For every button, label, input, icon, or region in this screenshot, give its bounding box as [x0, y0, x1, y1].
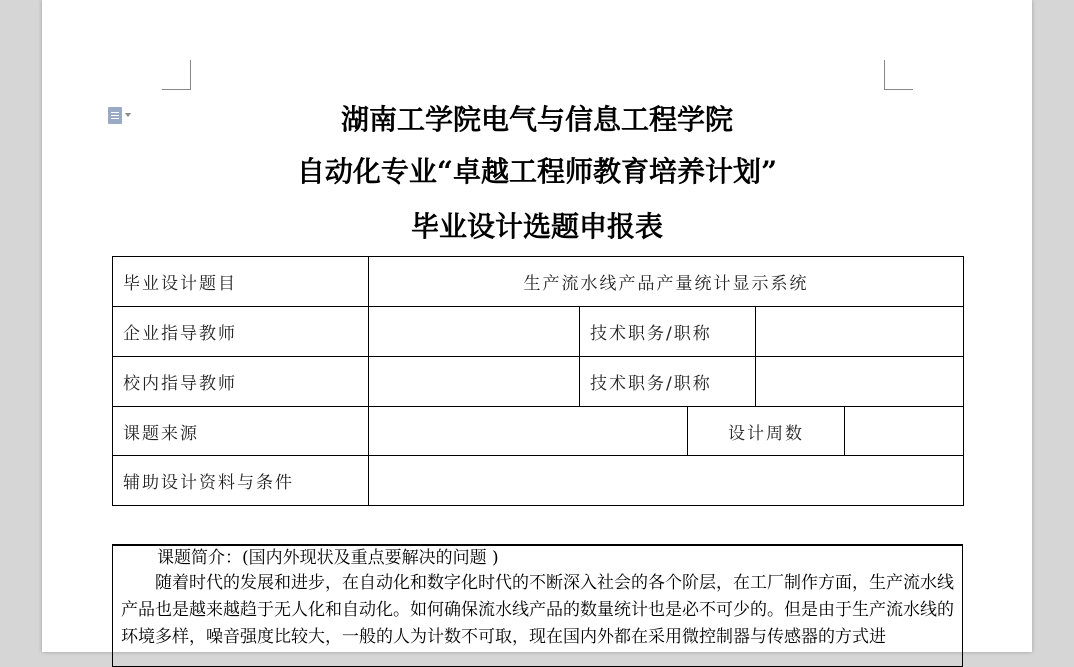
aux-materials-label: 辅助设计资料与条件 — [113, 456, 369, 506]
form-title: 毕业设计选题申报表 — [410, 210, 663, 243]
table-row — [113, 257, 964, 307]
crop-mark-left — [162, 60, 191, 90]
school-advisor-value[interactable] — [369, 357, 580, 406]
design-weeks-label: 设计周数 — [688, 407, 845, 455]
enterprise-advisor-label: 企业指导教师 — [113, 307, 369, 357]
topic-introduction-box[interactable] — [112, 544, 963, 667]
topic-introduction-body: 随着时代的发展和进步，在自动化和数字化时代的不断深入社会的各个阶层，在工厂制作方面，生产流水线产品也是越来越趋于无人化和自动化。如何确保流水线产品的数量统计也是必不可少的。但是由于生产流水线的环境多样，噪音强度比较大，一般的人为计数不可取，现在国内外都在采用微控制器与传感器的方式进 — [121, 573, 954, 647]
document-page — [42, 0, 1032, 652]
school-title-value[interactable] — [756, 357, 964, 406]
table-row — [113, 407, 964, 456]
topic-source-value[interactable] — [369, 407, 688, 455]
school-advisor-label: 校内指导教师 — [113, 357, 369, 407]
topic-introduction-heading: 课题简介：(国内外现状及重点要解决的问题 ) — [157, 548, 499, 568]
topic-label: 毕业设计题目 — [113, 257, 369, 307]
crop-mark-right — [884, 60, 913, 90]
design-weeks-value[interactable] — [845, 407, 964, 455]
enterprise-title-label: 技术职务/职称 — [580, 307, 756, 356]
college-title: 湖南工学院电气与信息工程学院 — [340, 103, 733, 136]
topic-value[interactable]: 生产流水线产品产量统计显示系统 — [369, 257, 964, 307]
table-row — [113, 307, 964, 357]
table-row — [113, 357, 964, 407]
application-form-table — [112, 256, 964, 506]
enterprise-advisor-value[interactable] — [369, 307, 580, 356]
aux-materials-value[interactable] — [369, 456, 964, 506]
table-row — [113, 456, 964, 506]
enterprise-title-value[interactable] — [756, 307, 964, 356]
topic-source-label: 课题来源 — [113, 407, 369, 456]
program-title: 自动化专业“卓越工程师教育培养计划” — [296, 155, 778, 188]
school-title-label: 技术职务/职称 — [580, 357, 756, 406]
